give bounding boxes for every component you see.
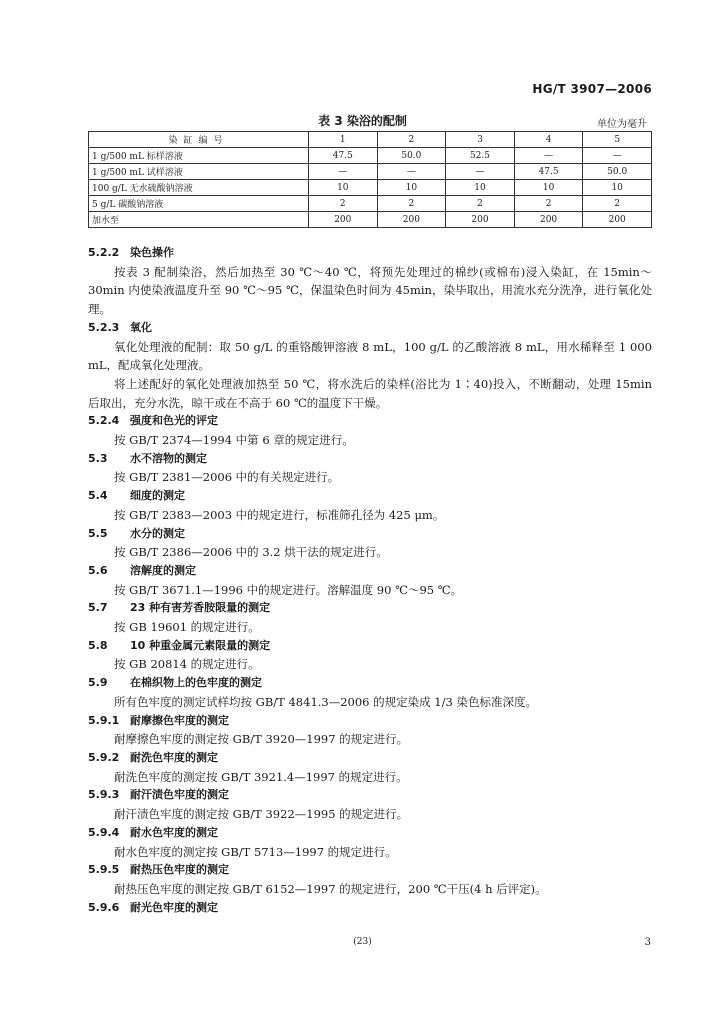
table-cell: 50.0	[377, 148, 446, 164]
table-cell: 200	[514, 212, 583, 228]
table-header-row	[89, 132, 652, 148]
page-number: 3	[644, 937, 651, 948]
table-row	[89, 196, 652, 212]
table-row	[89, 180, 652, 196]
dye-bath-table	[88, 131, 652, 228]
table-cell: 200	[446, 212, 515, 228]
paragraph: 按 GB/T 2383—2003 中的规定进行，标准筛孔径为 425 μm。	[114, 507, 445, 522]
table-cell: 200	[309, 212, 378, 228]
section-heading	[88, 899, 652, 918]
section-title: 氧化	[130, 320, 152, 334]
section-number: 5.9.1	[88, 713, 120, 727]
section-title: 溶解度的测定	[130, 563, 196, 577]
table-cell: 200	[583, 212, 652, 228]
paragraph: 按表 3 配制染浴，然后加热至 30 ℃～40 ℃，将预先处理过的棉纱(或棉布)浸入染缸，在 15min～30min 内使染液温度升至 90 ℃～95 ℃，保温染色时间为 45min，染毕取出，用流水充分洗净，进行氧化处理。	[88, 264, 652, 317]
section-number: 5.2.4	[88, 414, 120, 428]
section-title: 耐水色牢度的测定	[130, 825, 218, 839]
section-number: 5.2.2	[88, 246, 120, 259]
paragraph: 按 GB/T 2374—1994 中第 6 章的规定进行。	[114, 433, 354, 448]
table-cell: 50.0	[583, 164, 652, 180]
paragraph: 按 GB/T 2381—2006 中的有关规定进行。	[114, 470, 340, 485]
header-cell: 染缸编号	[89, 132, 309, 148]
table-cell: —	[309, 164, 378, 180]
paragraph: 按 GB/T 2386—2006 中的 3.2 烘干法的规定进行。	[114, 545, 388, 560]
section-heading	[88, 637, 652, 656]
table-unit: 单位为毫升	[597, 119, 647, 130]
row-label: 100 g/L 无水硫酸钠溶液	[89, 180, 309, 196]
paragraph: 氧化处理液的配制：取 50 g/L 的重铬酸钾溶液 8 mL，100 g/L 的乙酸溶液 8 mL，用水稀释至 1 000 mL，配成氧化处理液。	[88, 339, 652, 373]
table-cell: 47.5	[514, 164, 583, 180]
paragraph: 所有色牢度的测定试样均按 GB/T 4841.3—2006 的规定染成 1/3 染色标准深度。	[114, 694, 537, 709]
section-title: 10 种重金属元素限量的测定	[130, 638, 271, 652]
header-cell: 5	[583, 132, 652, 148]
table-cell: 2	[309, 196, 378, 212]
header-cell: 1	[309, 132, 378, 148]
section-title: 耐摩擦色牢度的测定	[130, 713, 229, 727]
section-heading	[88, 824, 652, 843]
section-title: 在棉织物上的色牢度的测定	[130, 676, 262, 690]
section-title: 耐洗色牢度的测定	[130, 750, 218, 764]
section-heading	[88, 319, 652, 338]
paragraph: 按 GB 20814 的规定进行。	[114, 657, 260, 672]
section-title: 强度和色光的评定	[130, 414, 218, 428]
row-label: 1 g/500 mL 标样溶液	[89, 148, 309, 164]
section-number: 5.9.3	[88, 788, 120, 802]
section-number: 5.4	[88, 489, 108, 503]
section-title: 细度的测定	[130, 489, 185, 503]
section-title: 耐汗渍色牢度的测定	[130, 788, 229, 802]
section-heading	[88, 786, 652, 805]
paragraph: 耐汗渍色牢度的测定按 GB/T 3922—1995 的规定进行。	[114, 807, 409, 822]
table-cell: —	[583, 148, 652, 164]
table-cell: —	[446, 164, 515, 180]
table-cell: 10	[583, 180, 652, 196]
standard-code-header: HG/T 3907—2006	[532, 82, 652, 96]
table-cell: —	[377, 164, 446, 180]
section-heading	[88, 712, 652, 731]
row-label: 1 g/500 mL 试样溶液	[89, 164, 309, 180]
section-heading	[88, 412, 652, 431]
section-number: 5.2.3	[88, 320, 120, 334]
section-title: 耐光色牢度的测定	[130, 900, 218, 914]
document-body	[88, 244, 652, 917]
section-heading	[88, 562, 652, 581]
table-cell: 10	[377, 180, 446, 196]
table-cell: 10	[514, 180, 583, 196]
section-number: 5.6	[88, 563, 108, 577]
section-number: 5.9.2	[88, 750, 120, 764]
section-title: 水不溶物的测定	[130, 451, 207, 465]
section-heading	[88, 487, 652, 506]
table-cell: 10	[309, 180, 378, 196]
row-label: 5 g/L 碳酸钠溶液	[89, 196, 309, 212]
table-cell: 200	[377, 212, 446, 228]
table-cell: —	[514, 148, 583, 164]
paragraph: 按 GB/T 3671.1—1996 中的规定进行。溶解温度 90 ℃～95 ℃。	[114, 582, 463, 597]
paragraph: 将上述配好的氧化处理液加热至 50 ℃，将水洗后的染样(浴比为 1∶40)投入，不断翻动，处理 15min 后取出，充分水洗，晾干或在不高于 60 ℃的温度下干燥。	[88, 376, 652, 410]
section-heading	[88, 861, 652, 880]
header-cell: 2	[377, 132, 446, 148]
paragraph: 耐洗色牢度的测定按 GB/T 3921.4—1997 的规定进行。	[114, 769, 408, 784]
section-number: 5.7	[88, 601, 108, 615]
table-cell: 10	[446, 180, 515, 196]
table-cell: 52.5	[446, 148, 515, 164]
header-cell: 4	[514, 132, 583, 148]
table-cell: 2	[446, 196, 515, 212]
section-heading	[88, 749, 652, 768]
paragraph: 耐摩擦色牢度的测定按 GB/T 3920—1997 的规定进行。	[114, 732, 409, 747]
section-heading	[88, 674, 652, 693]
section-title: 染色操作	[130, 246, 174, 259]
section-heading	[88, 450, 652, 469]
section-title: 23 种有害芳香胺限量的测定	[130, 601, 271, 615]
section-number: 5.3	[88, 451, 108, 465]
paragraph: 按 GB 19601 的规定进行。	[114, 620, 260, 635]
table-cell: 2	[583, 196, 652, 212]
section-number: 5.5	[88, 526, 108, 540]
section-title: 耐热压色牢度的测定	[130, 863, 229, 877]
section-heading	[88, 525, 652, 544]
table-cell: 2	[377, 196, 446, 212]
paragraph: 耐水色牢度的测定按 GB/T 5713—1997 的规定进行。	[114, 844, 397, 859]
table-row	[89, 148, 652, 164]
section-heading	[88, 244, 652, 263]
section-number: 5.9.6	[88, 900, 120, 914]
table-cell: 47.5	[309, 148, 378, 164]
table-row	[89, 212, 652, 228]
section-number: 5.9	[88, 676, 108, 690]
page-footer-center: (23)	[353, 937, 372, 947]
row-label: 加水至	[89, 212, 309, 228]
table-caption: 表 3 染浴的配制	[318, 114, 407, 128]
section-number: 5.9.4	[88, 825, 120, 839]
section-heading	[88, 599, 652, 618]
header-cell: 3	[446, 132, 515, 148]
section-title: 水分的测定	[130, 526, 185, 540]
section-number: 5.9.5	[88, 863, 120, 877]
table-row	[89, 164, 652, 180]
paragraph: 耐热压色牢度的测定按 GB/T 6152—1997 的规定进行，200 ℃干压(4 h 后评定)。	[114, 881, 547, 896]
section-number: 5.8	[88, 638, 108, 652]
table-cell: 2	[514, 196, 583, 212]
